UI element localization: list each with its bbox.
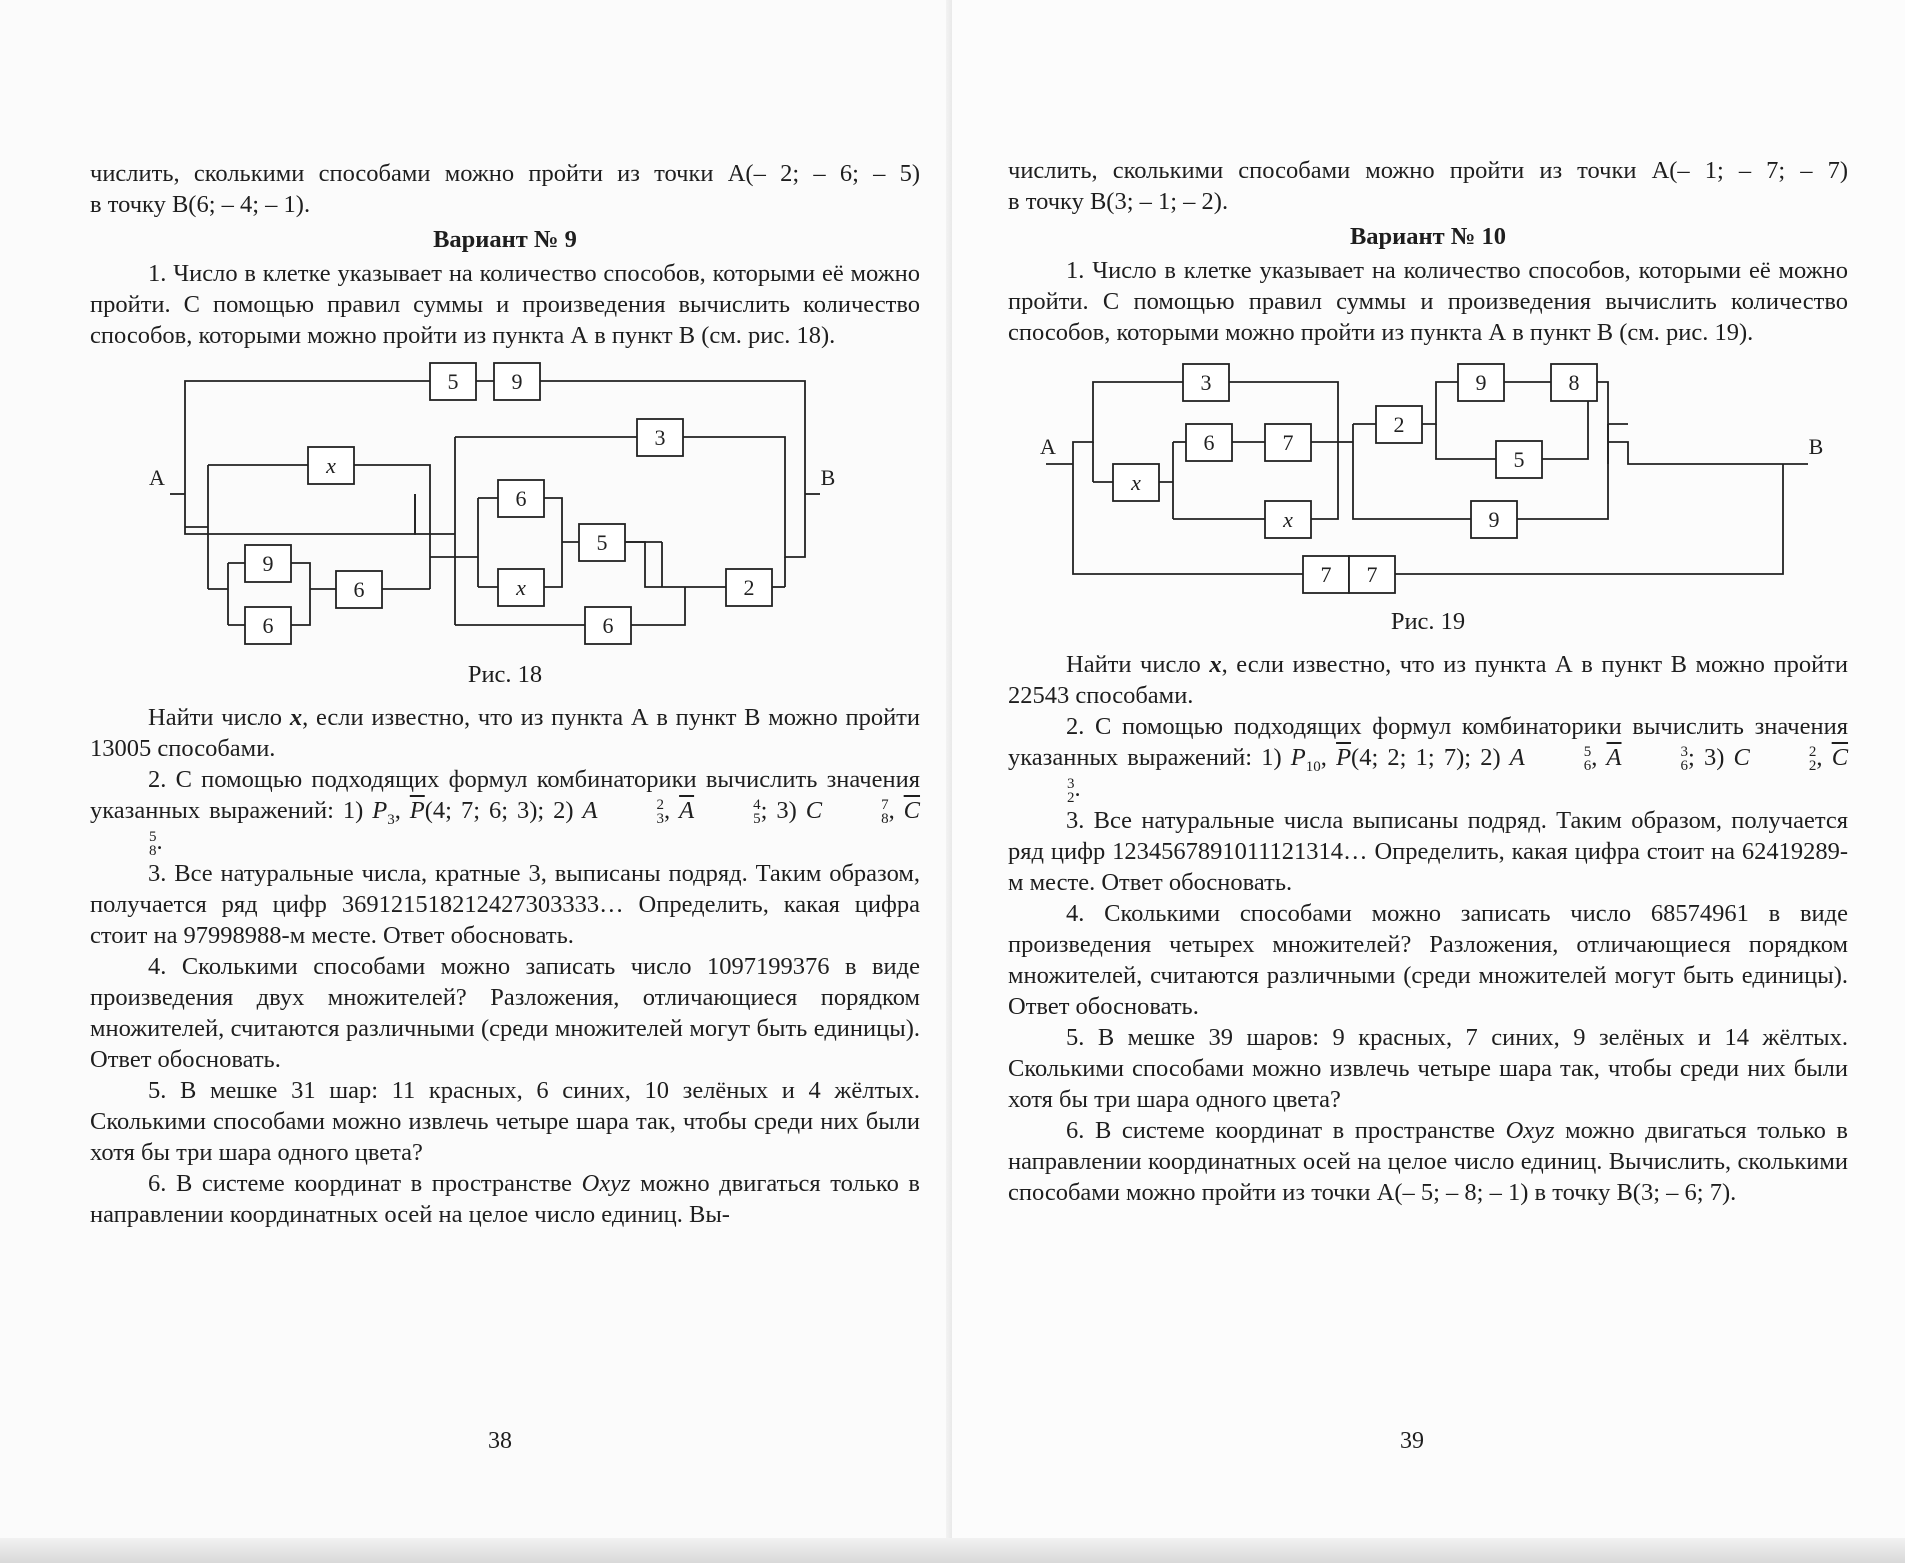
box-7-bottom-1: 7 — [1320, 562, 1332, 587]
continuation-line-2: в точку B(6; – 4; – 1). — [90, 191, 311, 218]
box-x-left: x — [1131, 470, 1141, 495]
box-6-inner: 6 — [515, 486, 527, 511]
find-x: Найти число x, если известно, что из пункта А в пункт В можно пройти 22543 способами. — [1008, 651, 1848, 709]
box-x-left: x — [326, 453, 336, 478]
task-1: 1. Число в клетке указывает на количество способов, которыми её можно пройти. С помощью правил суммы и произведения вычислить количество способов, которыми можно пройти из пункта А в пункт В (см. рис. 18). — [90, 260, 920, 349]
task-3: 3. Все натуральные числа, кратные 3, выписаны подряд. Таким образом, получается ряд цифр 369121518212427303333… Определить, какая цифра стоит на 97998988-м месте. Ответ обосновать. — [90, 859, 920, 949]
box-7-mid: 7 — [1282, 430, 1294, 455]
box-6-right-bottom: 6 — [602, 613, 614, 638]
left-text-column — [90, 158, 920, 1230]
variant-title: Вариант № 10 — [1349, 223, 1507, 250]
box-8: 8 — [1568, 370, 1580, 395]
box-x-right: x — [516, 575, 526, 600]
variant-title: Вариант № 9 — [433, 226, 577, 253]
left-page — [0, 0, 952, 1563]
label-a: A — [149, 465, 165, 490]
box-9-top: 9 — [511, 369, 523, 394]
box-2: 2 — [1393, 412, 1405, 437]
task-1: 1. Число в клетке указывает на количество способов, которыми её можно пройти. С помощью правил суммы и произведения вычислить количество способов, которыми можно пройти из пункта А в пункт В (см. рис. 19). — [1008, 257, 1848, 346]
box-5-top: 5 — [447, 369, 459, 394]
label-b: B — [1808, 434, 1824, 459]
page-bottom-shadow — [0, 1538, 1905, 1563]
box-2: 2 — [743, 575, 755, 600]
task-6: 6. В системе координат в пространстве Oxyz можно двигаться только в направлении координатных осей на целое число единиц. Вы- — [90, 1169, 920, 1228]
task-3: 3. Все натуральные числа выписаны подряд. Таким образом, получается ряд цифр 1234567891011121314… Определить, какая цифра стоит на 62419289-м месте. Ответ обосновать. — [1008, 806, 1848, 896]
task-4: 4. Сколькими способами можно записать число 68574961 в виде произведения четырех множителей? Разложения, отличающиеся порядком множителей, считаются различными (среди множителей могут быть единицы). Ответ обосновать. — [1008, 899, 1848, 1020]
box-9-left: 9 — [262, 551, 274, 576]
box-5-right: 5 — [596, 530, 608, 555]
figure-19 — [1008, 354, 1848, 604]
task-2: 2. С помощью подходящих формул комбинаторики вычислить значения указанных выражений: 1) $P_{10}$, $\overline{P}(4$; 2; 1; 7); 2) A 5 6 , $\overline{A}$ 3 6 ; 3) C 2 2 , $\overline{C}$ 3 2 . — [1008, 713, 1849, 806]
right-page — [952, 0, 1905, 1563]
continuation-line-2: в точку B(3; – 1; – 2). — [1008, 188, 1229, 215]
find-x: Найти число x, если известно, что из пункта А в пункт В можно пройти 13005 способами. — [90, 704, 921, 762]
box-6-left-bottom: 6 — [262, 613, 274, 638]
task-6: 6. В системе координат в пространстве Oxyz можно двигаться только в направлении координатных осей на целое число единиц. Вычислить, сколькими способами можно пройти из точки A(– 5; – 8; – 1) в точку B(3; – 6; 7). — [1008, 1116, 1848, 1206]
box-7-bottom-2: 7 — [1366, 562, 1378, 587]
box-9-top: 9 — [1475, 370, 1487, 395]
label-a: A — [1040, 434, 1056, 459]
box-3: 3 — [1200, 370, 1212, 395]
task-4: 4. Сколькими способами можно записать число 1097199376 в виде произведения двух множителей? Разложения, отличающиеся порядком множителей, считаются различными (среди множителей могут быть единицы). Ответ обосновать. — [90, 952, 920, 1073]
figure-caption: Рис. 19 — [1390, 608, 1466, 635]
page-number-left: 38 — [488, 1428, 512, 1454]
box-6-mid: 6 — [353, 577, 365, 602]
box-5: 5 — [1513, 447, 1525, 472]
continuation-line-1: числить, сколькими способами можно пройти из точки A(– 1; – 7; – 7) — [1008, 157, 1848, 184]
box-9-bottom: 9 — [1488, 507, 1500, 532]
box-3: 3 — [654, 425, 666, 450]
task-2: 2. С помощью подходящих формул комбинаторики вычислить значения указанных выражений: 1) $P_3$, $\overline{P}(4$; 7; 6; 3); 2) A 2 3 , $\overline{A}$ 4 5 ; 3) C 7 8 , $\overline{C}$ 5 8 . — [90, 766, 921, 859]
box-x-bottom: x — [1283, 507, 1293, 532]
box-6: 6 — [1203, 430, 1215, 455]
task-5: 5. В мешке 31 шар: 11 красных, 6 синих, 10 зелёных и 4 жёлтых. Сколькими способами можно извлечь четыре шара так, чтобы среди них были хотя бы три шара одного цвета? — [90, 1076, 920, 1166]
task-5: 5. В мешке 39 шаров: 9 красных, 7 синих, 9 зелёных и 14 жёлтых. Сколькими способами можно извлечь четыре шара так, чтобы среди них были хотя бы три шара одного цвета? — [1008, 1023, 1848, 1113]
figure-caption: Рис. 18 — [467, 661, 543, 688]
label-b: B — [820, 465, 836, 490]
figure-18 — [90, 357, 920, 657]
page-number-right: 39 — [1400, 1428, 1424, 1454]
continuation-line-1: числить, сколькими способами можно пройти из точки A(– 2; – 6; – 5) — [90, 160, 920, 187]
right-text-column — [1008, 155, 1848, 1208]
